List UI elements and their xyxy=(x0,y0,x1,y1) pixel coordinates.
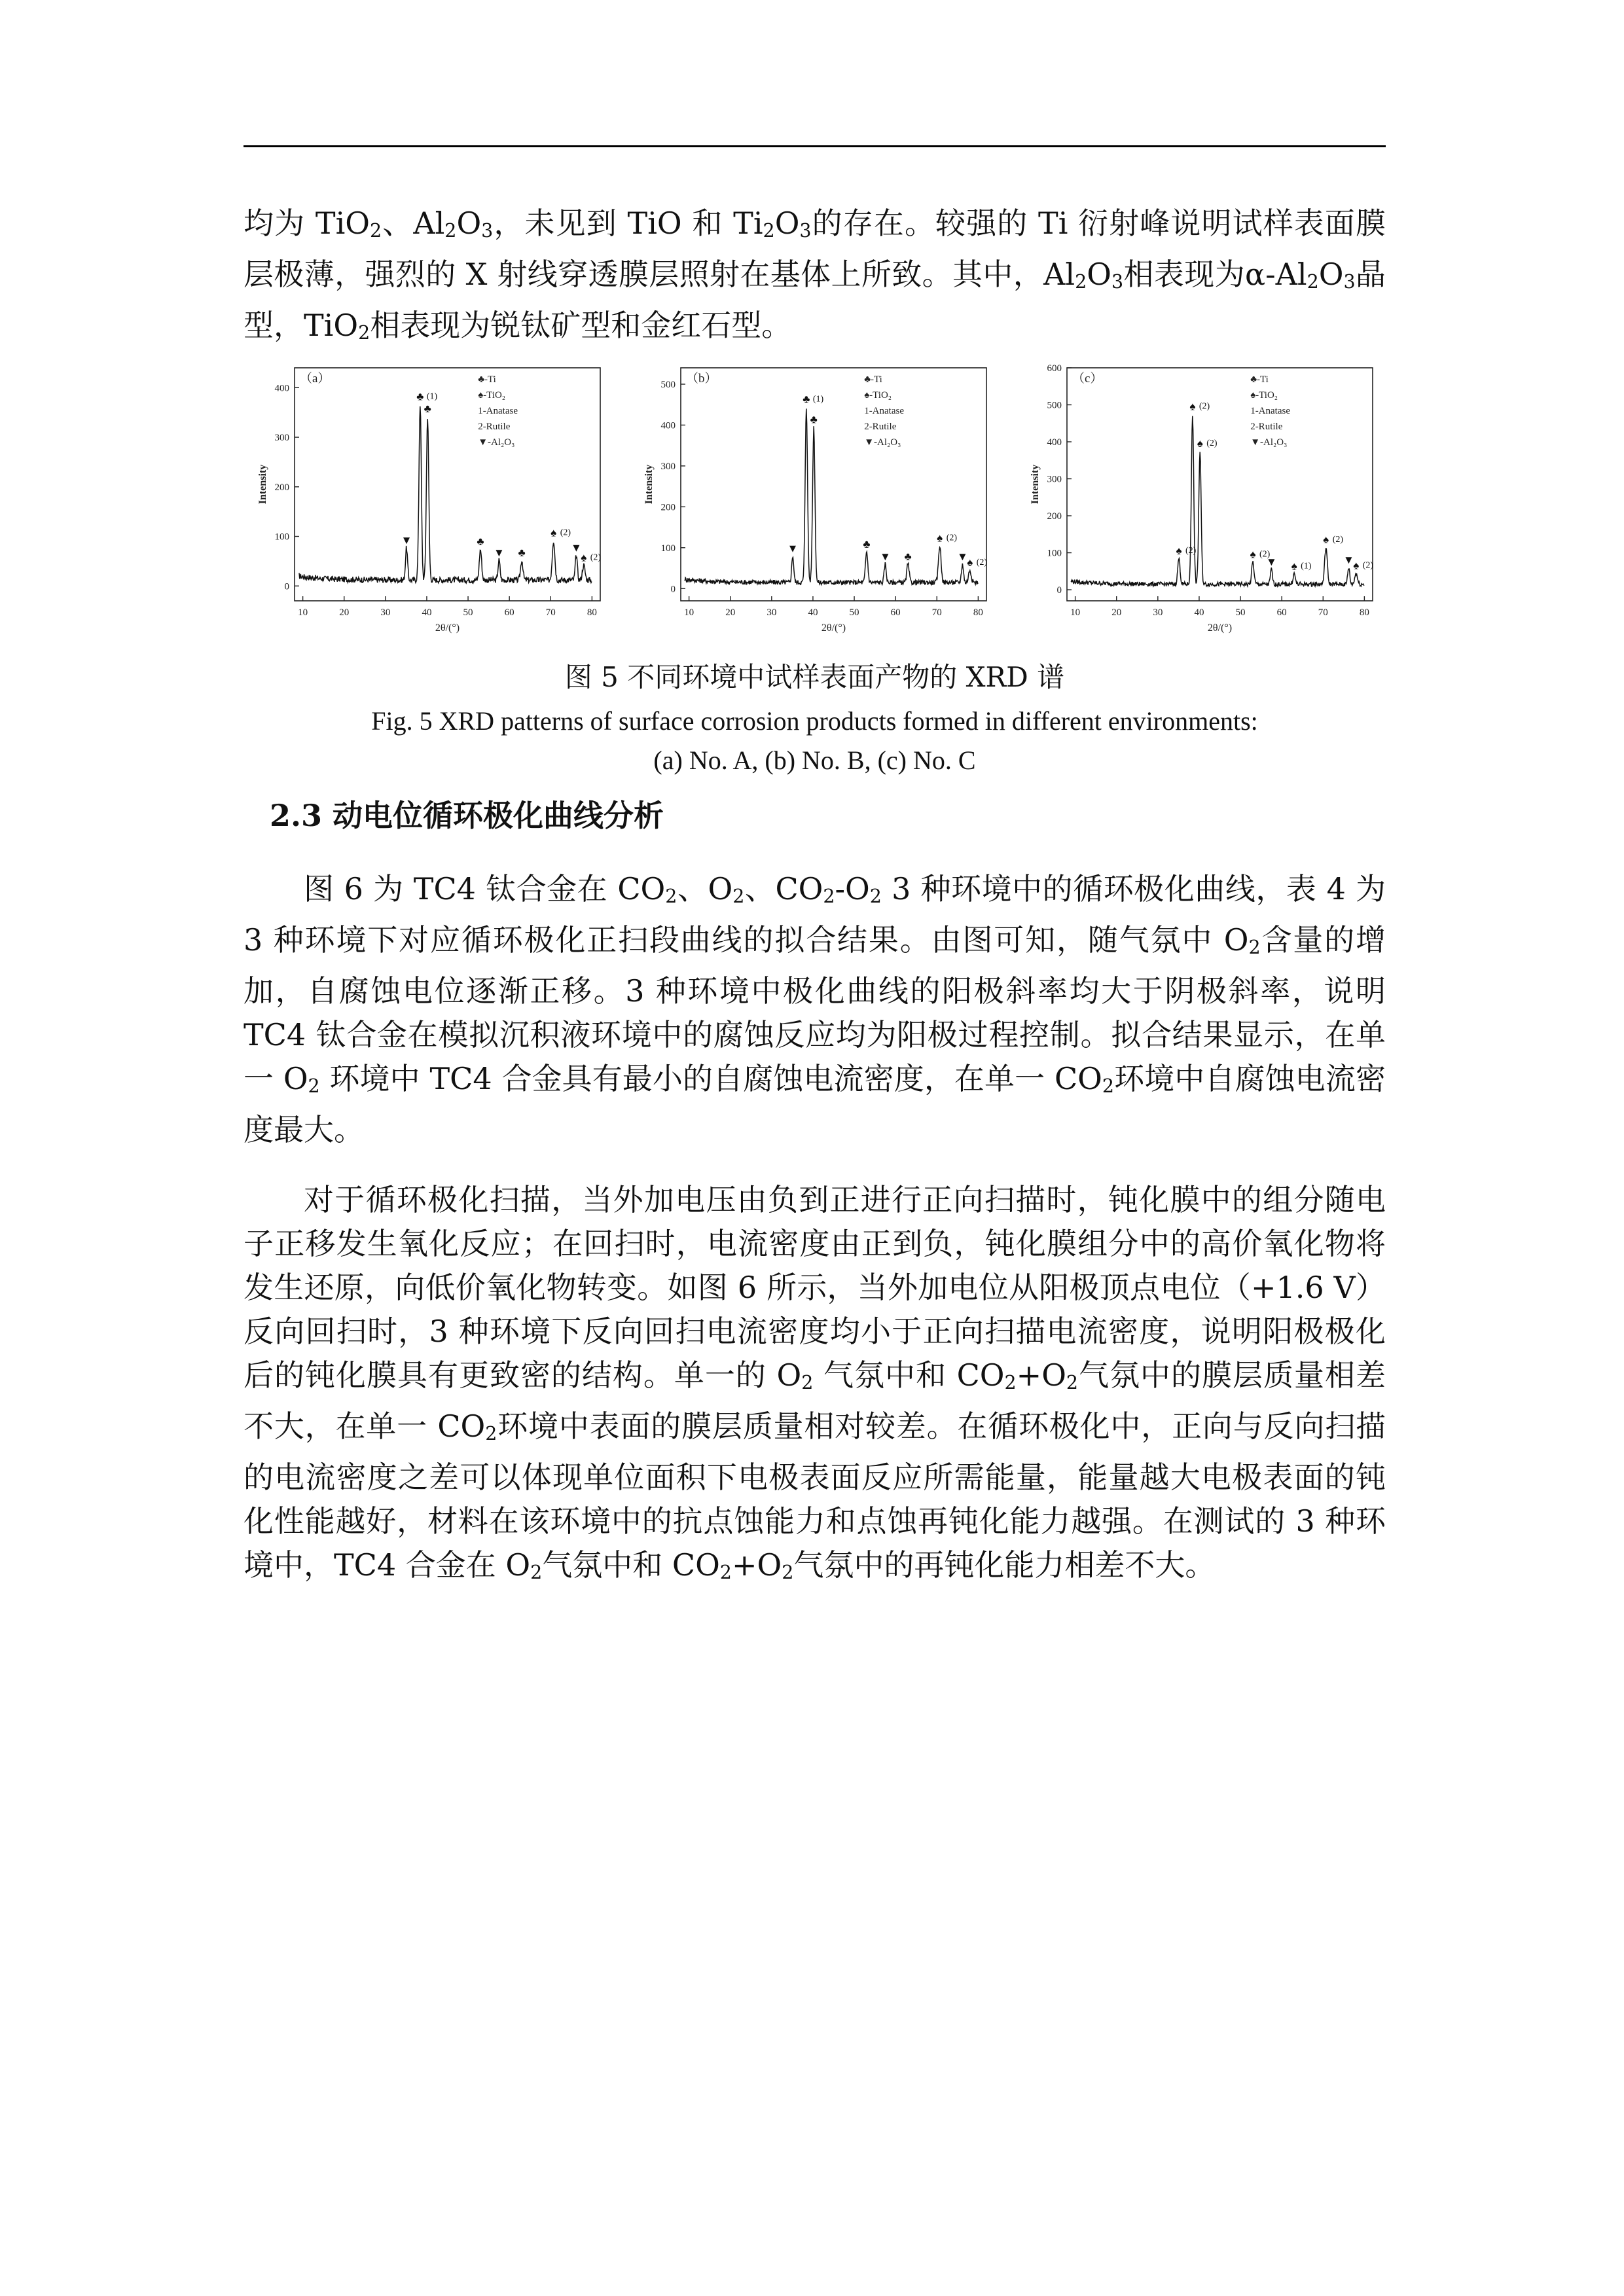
peak-marker: ▼ xyxy=(787,542,799,555)
xrd-chart-b xyxy=(630,359,996,647)
x-tick-label: 10 xyxy=(684,607,695,618)
x-tick-label: 30 xyxy=(380,607,391,618)
peak-marker: ♠ xyxy=(937,531,943,545)
peak-marker: ♠ xyxy=(1176,545,1182,558)
peak-label: (2) xyxy=(976,558,988,568)
y-tick-label: 0 xyxy=(284,581,289,592)
panel-label: （b） xyxy=(686,372,717,386)
plot-frame xyxy=(681,368,986,601)
x-tick-label: 50 xyxy=(849,607,859,618)
y-axis-label: Intensity xyxy=(643,464,655,505)
peak-marker: ♣ xyxy=(424,403,431,416)
legend-entry: 2-Rutile xyxy=(1250,422,1283,432)
x-tick-label: 80 xyxy=(586,607,597,618)
x-tick-label: 60 xyxy=(1276,607,1287,618)
y-tick-label: 0 xyxy=(1056,585,1062,596)
x-tick-label: 80 xyxy=(1359,607,1369,618)
peak-label: (1) xyxy=(1301,561,1312,571)
paragraph-1 xyxy=(244,867,1386,1152)
legend-entry: 1-Anatase xyxy=(864,406,905,416)
figure-caption-en-line2: (a) No. A, (b) No. B, (c) No. C xyxy=(653,745,976,775)
figure-caption-cn: 图 5 不同环境中试样表面产物的 XRD 谱 xyxy=(564,661,1065,693)
xrd-chart-c xyxy=(1016,359,1382,647)
peak-marker: ♣ xyxy=(803,393,810,406)
panel-label: （c） xyxy=(1072,372,1103,386)
x-axis-label: 2θ/(°) xyxy=(821,622,846,634)
x-tick-label: 30 xyxy=(1153,607,1163,618)
peak-marker: ♣ xyxy=(904,550,912,563)
peak-label: (2) xyxy=(1206,439,1218,449)
y-tick-label: 100 xyxy=(274,531,289,543)
x-tick-label: 10 xyxy=(298,607,308,618)
xrd-pattern-line xyxy=(298,406,592,583)
legend-entry: ▼-Al₂O₃ xyxy=(478,437,515,448)
legend-entry: ♣-Ti xyxy=(478,374,496,385)
peak-marker: ♠ xyxy=(1353,559,1360,572)
x-tick-label: 80 xyxy=(973,607,983,618)
xrd-pattern-line xyxy=(685,408,978,584)
peak-marker: ♠ xyxy=(1250,548,1256,561)
y-tick-label: 200 xyxy=(1047,511,1062,522)
peak-marker: ♠ xyxy=(967,556,973,569)
header-rule xyxy=(244,145,1386,147)
legend-entry: 1-Anatase xyxy=(1250,406,1291,416)
figure-5-xrd xyxy=(244,359,1386,647)
plot-frame xyxy=(295,368,600,601)
x-tick-label: 70 xyxy=(1318,607,1328,618)
y-tick-label: 300 xyxy=(660,461,676,472)
y-tick-label: 300 xyxy=(274,433,289,444)
peak-label: (2) xyxy=(1332,535,1344,545)
peak-label: (1) xyxy=(426,391,438,402)
y-tick-label: 200 xyxy=(274,482,289,493)
y-axis-label: Intensity xyxy=(1030,464,1041,505)
legend-entry: ▼-Al₂O₃ xyxy=(1250,437,1288,448)
peak-marker: ▼ xyxy=(401,533,412,547)
x-tick-label: 10 xyxy=(1070,607,1081,618)
panel-label: （a） xyxy=(300,372,331,386)
xrd-pattern-line xyxy=(1071,416,1364,586)
y-tick-label: 500 xyxy=(660,379,676,390)
peak-label: (2) xyxy=(1185,546,1197,556)
peak-marker: ♠ xyxy=(1189,400,1196,413)
x-tick-label: 40 xyxy=(422,607,432,618)
plot-frame xyxy=(1067,368,1373,601)
peak-label: (2) xyxy=(946,533,958,543)
y-tick-label: 400 xyxy=(274,383,289,394)
legend-entry: 2-Rutile xyxy=(478,422,511,432)
y-tick-label: 500 xyxy=(1047,400,1062,411)
peak-marker: ▼ xyxy=(570,541,582,554)
peak-marker: ▼ xyxy=(879,550,891,563)
legend-entry: ♠-TiO₂ xyxy=(864,390,892,401)
peak-label: (2) xyxy=(1199,401,1210,412)
peak-marker: ♠ xyxy=(1291,560,1297,573)
peak-marker: ♣ xyxy=(518,546,526,559)
paragraph-intro-text: 均为 TiO$_2$、$Al_2O_3$，未见到 TiO 和 $Ti_2O_3$的存在。较强的 Ti 衍射峰说明试样表面膜层极薄，强烈的 X 射线穿透膜层照射在基体上所致。其中，$Al_2O_3$相表现为$\alpha-Al_2O_3$晶型，TiO$_2$相表现为锐钛矿型和金红石型。 xyxy=(244,206,1386,344)
legend-entry: ♠-TiO₂ xyxy=(1250,390,1278,401)
peak-marker: ♣ xyxy=(416,390,424,403)
paragraph-2 xyxy=(244,1178,1386,1594)
peak-label: (2) xyxy=(590,552,602,563)
paragraph-2-text: 对于循环极化扫描，当外加电压由负到正进行正向扫描时，钝化膜中的组分随电子正移发生氧化反应；在回扫时，电流密度由正到负，钝化膜组分中的高价氧化物将发生还原，向低价氧化物转变。如图 6 所示，当外加电位从阳极顶点电位（+1.6 V）反向回扫时，3 种环境下反向回扫电流密度均小于正向扫描电流密度，说明阳极极化后的钝化膜具有更致密的结构。单一的 $O_2$ 气氛中和 $CO_2+O_2$气氛中的膜层质量相差不大，在单一 $CO_2$环境中表面的膜层质量相对较差。在循环极化中，正向与反向扫描的电流密度之差可以体现单位面积下电极表面反应所需能量，能量越大电极表面的钝化性能越好，材料在该环境中的抗点蚀能力和点蚀再钝化能力越强。在测试的 3 种环境中，TC4 合金在 $O_2$气氛中和 $CO_2+O_2$气氛中的再钝化能力相差不大。 xyxy=(244,1182,1386,1584)
x-axis-label: 2θ/(°) xyxy=(1207,622,1233,634)
legend-entry: ♣-Ti xyxy=(864,374,882,385)
x-tick-label: 20 xyxy=(725,607,736,618)
peak-label: (2) xyxy=(1259,549,1271,560)
legend-entry: 2-Rutile xyxy=(864,422,897,432)
y-tick-label: 400 xyxy=(660,420,676,431)
peak-marker: ♣ xyxy=(810,413,818,426)
x-tick-label: 70 xyxy=(545,607,556,618)
figure-caption-en-line1: Fig. 5 XRD patterns of surface corrosion products formed in different environments: xyxy=(371,706,1258,736)
y-tick-label: 600 xyxy=(1047,363,1062,374)
y-axis-label: Intensity xyxy=(257,464,268,505)
legend-entry: ♣-Ti xyxy=(1250,374,1269,385)
x-tick-label: 20 xyxy=(339,607,350,618)
legend-entry: ♠-TiO₂ xyxy=(478,390,506,401)
peak-marker: ▼ xyxy=(493,546,505,559)
y-tick-label: 0 xyxy=(670,584,676,595)
y-tick-label: 400 xyxy=(1047,437,1062,448)
peak-label: (2) xyxy=(560,528,571,538)
peak-marker: ♣ xyxy=(863,538,871,551)
paragraph-1-text: 图 6 为 TC4 钛合金在 $CO_2$、$O_2$、$CO_2-O_2$ 3 种环境中的循环极化曲线，表 4 为 3 种环境下对应循环极化正扫段曲线的拟合结果。由图可知，随气氛中 $O_2$含量的增加，自腐蚀电位逐渐正移。3 种环境中极化曲线的阳极斜率均大于阴极斜率，说明 TC4 钛合金在模拟沉积液环境中的腐蚀反应均为阳极过程控制。拟合结果显示，在单一 $O_2$ 环境中 TC4 合金具有最小的自腐蚀电流密度，在单一 $CO_2$环境中自腐蚀电流密度最大。 xyxy=(244,871,1386,1148)
peak-marker: ♠ xyxy=(581,551,587,564)
x-tick-label: 60 xyxy=(890,607,901,618)
peak-marker: ♠ xyxy=(550,526,557,539)
peak-label: (2) xyxy=(1362,560,1374,571)
x-tick-label: 40 xyxy=(1194,607,1204,618)
x-tick-label: 50 xyxy=(1235,607,1246,618)
y-tick-label: 100 xyxy=(1047,548,1062,559)
y-tick-label: 100 xyxy=(660,543,676,554)
x-tick-label: 60 xyxy=(504,607,514,618)
section-heading: 2.3 动电位循环极化曲线分析 xyxy=(270,798,664,833)
y-tick-label: 200 xyxy=(660,502,676,513)
peak-marker: ♣ xyxy=(477,535,484,548)
peak-marker: ▼ xyxy=(956,550,968,563)
xrd-chart-a xyxy=(244,359,610,647)
peak-marker: ▼ xyxy=(1343,554,1354,567)
x-tick-label: 50 xyxy=(463,607,473,618)
x-tick-label: 20 xyxy=(1111,607,1122,618)
peak-marker: ♠ xyxy=(1323,533,1329,547)
peak-marker: ♠ xyxy=(1197,437,1203,450)
legend-entry: 1-Anatase xyxy=(478,406,518,416)
x-axis-label: 2θ/(°) xyxy=(435,622,460,634)
y-tick-label: 300 xyxy=(1047,474,1062,485)
x-tick-label: 70 xyxy=(931,607,942,618)
legend-entry: ▼-Al₂O₃ xyxy=(864,437,901,448)
x-tick-label: 30 xyxy=(767,607,777,618)
peak-label: (1) xyxy=(812,394,824,404)
peak-marker: ▼ xyxy=(1265,555,1277,568)
x-tick-label: 40 xyxy=(808,607,818,618)
paragraph-intro xyxy=(244,202,1386,355)
